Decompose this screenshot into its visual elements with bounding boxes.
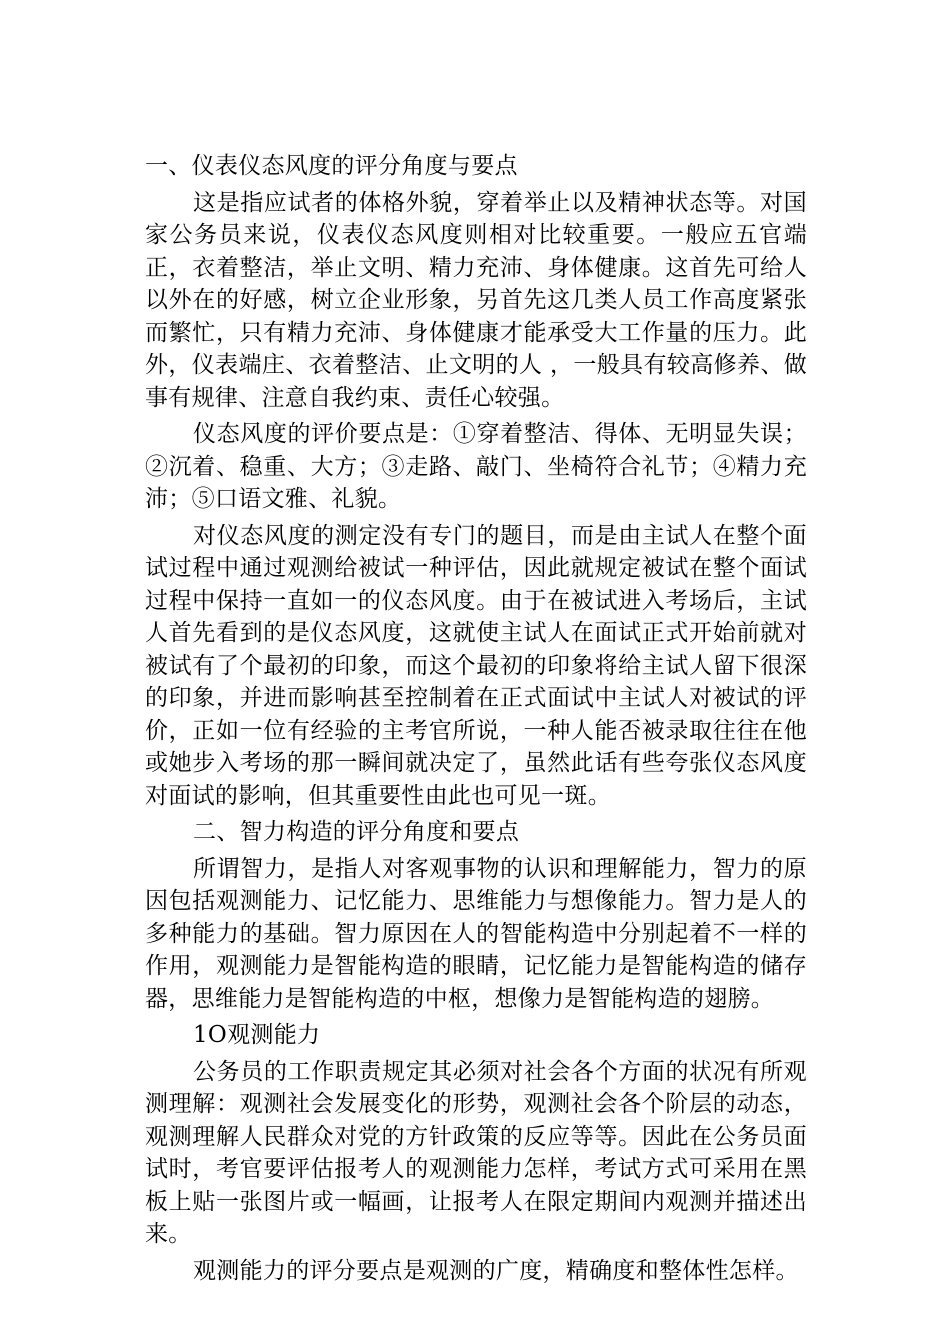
paragraph-6: 观测能力的评分要点是观测的广度，精确度和整体性怎样。: [193, 1257, 799, 1284]
paragraph-1: 这是指应试者的体格外貌，穿着举止以及精神状态等。对国家公务员来说，仪表仪态风度则相对比较重要。一般应五官端正，衣着整洁，举止文明、精力充沛、身体健康。这首先可给人以外在的好感，树立企业形象，另首先这几类人员工作高度紧张而繁忙，只有精力充沛、身体健康才能承受大工作量的压力。此外，仪表端庄、衣着整洁、止文明的人 ，一般具有较高修养、做事有规律、注意自我约束、责任心较强。: [145, 189, 807, 411]
section-heading-3: 1O观测能力: [193, 1022, 321, 1048]
paragraph-4: 所谓智力，是指人对客观事物的认识和理解能力，智力的原因包括观测能力、记忆能力、思维能力与想像能力。智力是人的多种能力的基础。智力原因在人的智能构造中分别起着不一样的作用，观测能力是智能构造的眼睛，记忆能力是智能构造的储存器，思维能力是智能构造的中枢，想像力是智能构造的翅膀。: [145, 855, 807, 1012]
paragraph-3: 对仪态风度的测定没有专门的题目，而是由主试人在整个面试过程中通过观测给被试一种评估，因此就规定被试在整个面试过程中保持一直如一的仪态风度。由于在被试进入考场后，主试人首先看到的是仪态风度，这就使主试人在面试正式开始前就对被试有了个最初的印象，而这个最初的印象将给主试人留下很深的印象，并进而影响甚至控制着在正式面试中主试人对被试的评价，正如一位有经验的主考官所说，一种人能否被录取往往在他或她步入考场的那一瞬间就决定了，虽然此话有些夸张仪态风度对面试的影响，但其重要性由此也可见一斑。: [145, 522, 807, 809]
section-heading-1: 一、仪表仪态风度的评分角度与要点: [145, 153, 518, 179]
section-heading-2: 二、智力构造的评分角度和要点: [193, 819, 520, 845]
paragraph-2: 仪态风度的评价要点是：①穿着整洁、得体、无明显失误；②沉着、稳重、大方；③走路、敲门、坐椅符合礼节；④精力充沛；⑤口语文雅、礼貌。: [145, 421, 807, 512]
paragraph-5: 公务员的工作职责规定其必须对社会各个方面的状况有所观测理解：观测社会发展变化的形势，观测社会各个阶层的动态，观测理解人民群众对党的方针政策的反应等等。因此在公务员面试时，考官要评估报考人的观测能力怎样，考试方式可采用在黑板上贴一张图片或一幅画，让报考人在限定期间内观测并描述出来。: [145, 1058, 807, 1247]
document-body: [145, 150, 807, 1291]
